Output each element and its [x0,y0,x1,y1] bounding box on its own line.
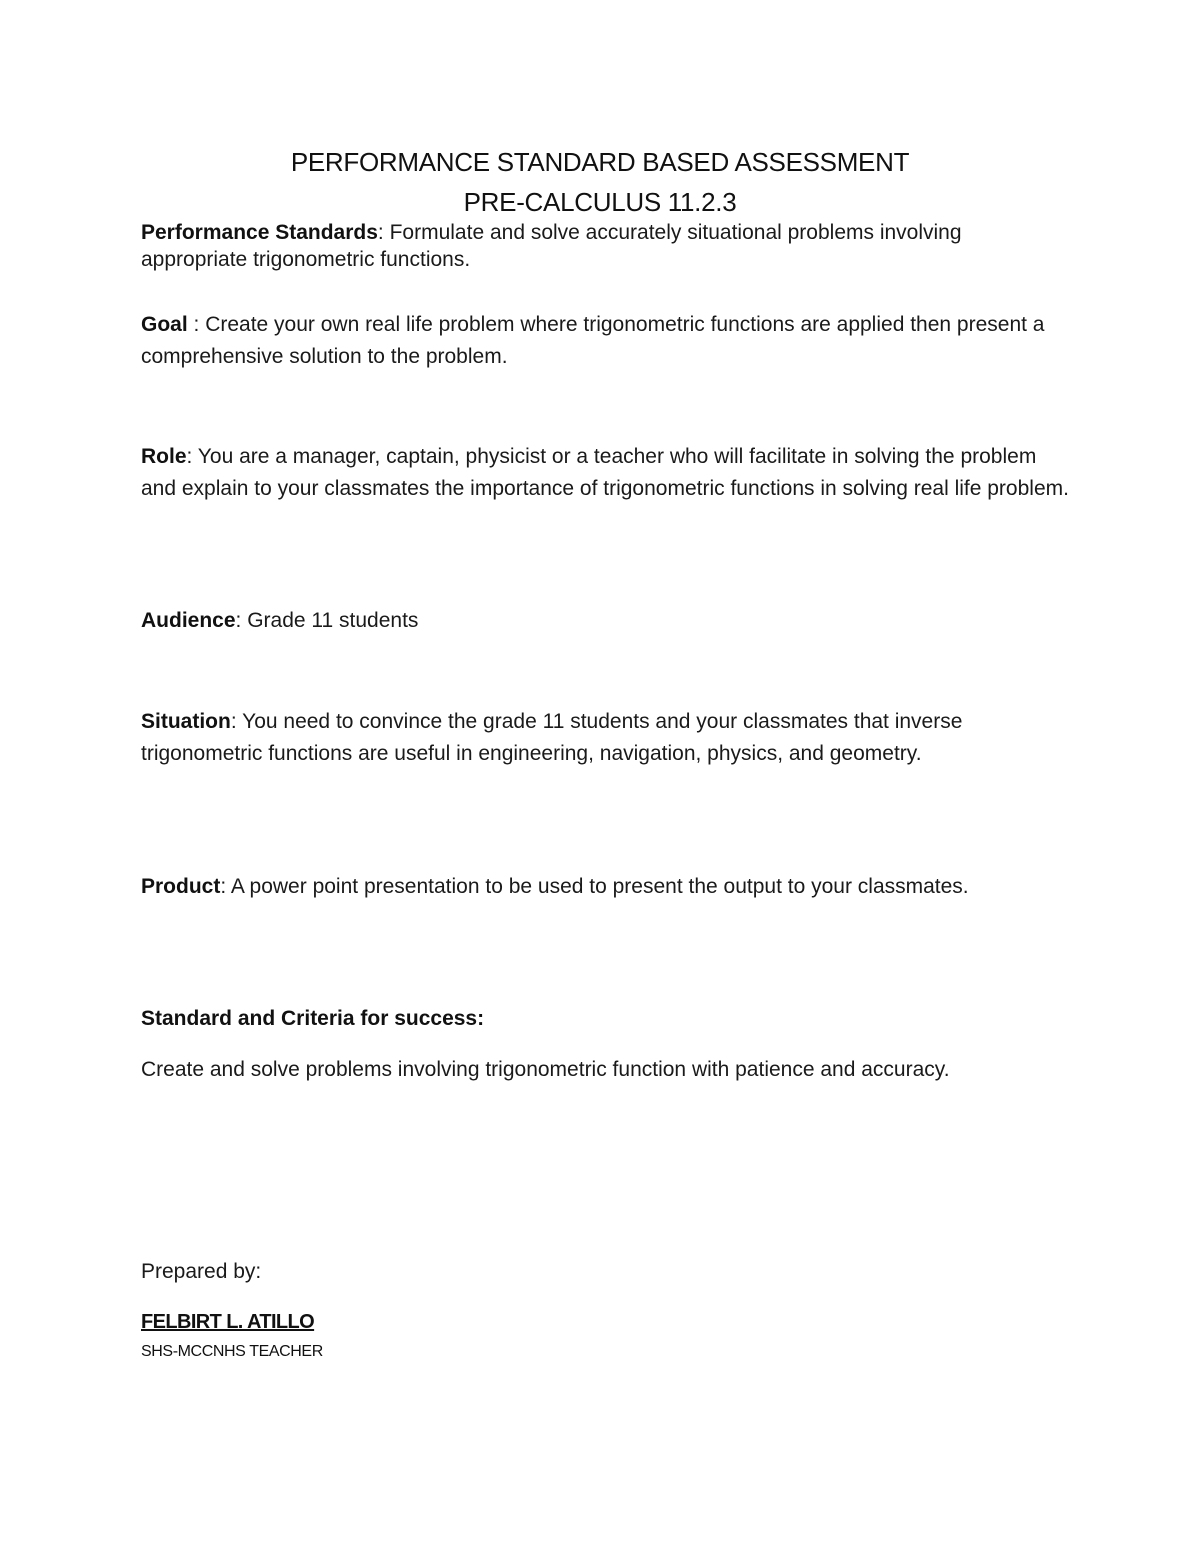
product-paragraph [141,871,1071,902]
document-subtitle: PRE-CALCULUS 11.2.3 [463,187,737,217]
role-paragraph [141,441,1071,504]
performance-standards-text: : Formulate and solve accurately situational problems involving appropriate trigonometric functions. [141,221,962,271]
audience-text: : Grade 11 students [235,609,419,632]
situation-paragraph [141,706,1071,769]
criteria-heading: Standard and Criteria for success: [141,1007,485,1030]
product-label: Product [141,875,221,898]
performance-standards-label: Performance Standards [141,221,378,244]
audience-label: Audience [141,609,236,632]
signatory-role: SHS-MCCNHS TEACHER [141,1343,323,1360]
signatory-name: FELBIRT L. ATILLO [141,1311,315,1333]
goal-text: : Create your own real life problem where trigonometric functions are applied then present a comprehensive solution to the problem. [141,313,1045,368]
goal-paragraph [141,309,1071,373]
role-text: : You are a manager, captain, physicist or a teacher who will facilitate in solving the problem and explain to your classmates the importance of trigonometric functions in solving real life problem. [141,445,1069,500]
prepared-by-label: Prepared by: [141,1260,262,1283]
criteria-text: Create and solve problems involving trigonometric function with patience and accuracy. [141,1058,950,1081]
goal-label: Goal [141,313,188,336]
product-text: : A power point presentation to be used to present the output to your classmates. [220,875,969,898]
role-label: Role [141,445,187,468]
audience-paragraph [141,605,1071,637]
performance-standards-paragraph [141,219,1071,273]
situation-text: : You need to convince the grade 11 students and your classmates that inverse trigonometric functions are useful in engineering, navigation, physics, and geometry. [141,710,963,765]
situation-label: Situation [141,710,231,733]
document-title: PERFORMANCE STANDARD BASED ASSESSMENT [290,147,910,177]
